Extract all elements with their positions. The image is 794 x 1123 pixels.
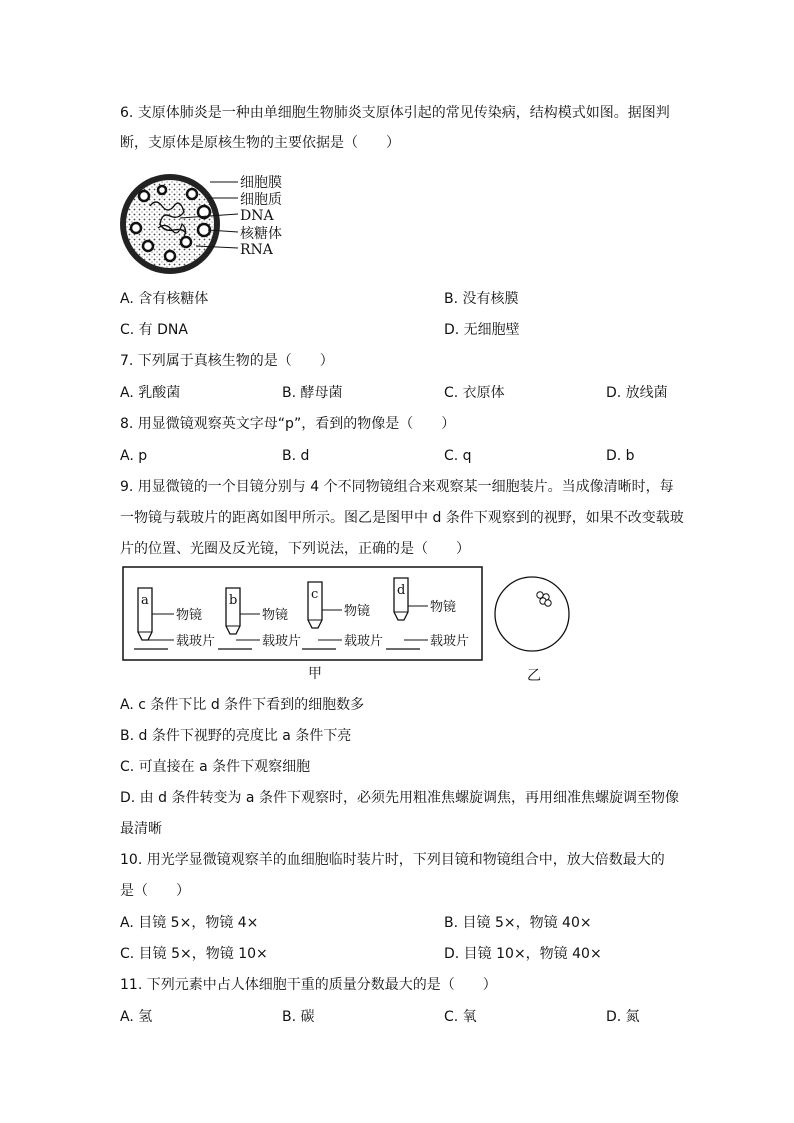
- q10-option-b: B. 目镜 5×，物镜 40×: [444, 915, 592, 931]
- q9-stem-line2: 一物镜与载玻片的距离如图甲所示。图乙是图甲中 d 条件下观察到的视野，如果不改变载玻: [120, 510, 684, 526]
- q9-option-c: C. 可直接在 a 条件下观察细胞: [120, 759, 311, 775]
- caption-jia: 甲: [308, 666, 322, 682]
- q8-option-c: C. q: [444, 448, 472, 464]
- q9-option-b: B. d 条件下视野的亮度比 a 条件下亮: [120, 728, 352, 744]
- label-dna: DNA: [240, 208, 274, 224]
- svg-text:c: c: [311, 587, 319, 602]
- q6-option-c: C. 有 DNA: [120, 322, 188, 338]
- label-rna: RNA: [240, 242, 273, 258]
- q6-stem-line2: 断，支原体是原核生物的主要依据是（ ）: [120, 135, 400, 151]
- q7-option-a: A. 乳酸菌: [120, 385, 181, 401]
- q11-option-a: A. 氢: [120, 1009, 153, 1025]
- field-of-view-figure-yi: [492, 574, 572, 654]
- q10-stem-line1: 10. 用光学显微镜观察羊的血细胞临时装片时，下列目镜和物镜组合中，放大倍数最大的: [120, 852, 665, 868]
- svg-text:d: d: [397, 583, 406, 598]
- q6-option-d: D. 无细胞壁: [444, 322, 520, 338]
- objective-c-label: 物镜: [344, 604, 371, 619]
- q9-stem-line1: 9. 用显微镜的一个目镜分别与 4 个不同物镜组合来观察某一细胞装片。当成像清晰时，每: [120, 479, 674, 495]
- q8-option-b: B. d: [282, 448, 310, 464]
- q7-option-b: B. 酵母菌: [282, 385, 343, 401]
- q7-option-d: D. 放线菌: [606, 385, 668, 401]
- q7-stem: 7. 下列属于真核生物的是（ ）: [120, 353, 334, 369]
- svg-text:b: b: [229, 593, 238, 608]
- q10-stem-line2: 是（ ）: [120, 883, 190, 899]
- label-cytoplasm: 细胞质: [240, 192, 282, 208]
- svg-text:a: a: [141, 593, 149, 608]
- q10-option-d: D. 目镜 10×，物镜 40×: [444, 946, 602, 962]
- label-ribosome: 核糖体: [240, 226, 282, 242]
- slide-a-label: 载玻片: [176, 634, 216, 649]
- q11-stem: 11. 下列元素中占人体细胞干重的质量分数最大的是（ ）: [120, 977, 497, 993]
- microscope-objectives-figure-jia: [122, 566, 484, 662]
- q9-option-d-cont: 最清晰: [120, 821, 162, 837]
- slide-c-label: 载玻片: [344, 634, 384, 649]
- q9-option-d: D. 由 d 条件转变为 a 条件下观察时，必须先用粗准焦螺旋调焦，再用细准焦螺旋调至物像: [120, 790, 679, 806]
- q11-option-c: C. 氧: [444, 1009, 477, 1025]
- objective-d-label: 物镜: [430, 600, 457, 615]
- q10-option-c: C. 目镜 5×，物镜 10×: [120, 946, 268, 962]
- field-of-view: [495, 577, 569, 651]
- q9-option-a: A. c 条件下比 d 条件下看到的细胞数多: [120, 697, 365, 713]
- q11-option-b: B. 碳: [282, 1009, 315, 1025]
- q10-option-a: A. 目镜 5×，物镜 4×: [120, 915, 259, 931]
- q11-option-d: D. 氮: [606, 1009, 640, 1025]
- q9-stem-line3: 片的位置、光圈及反光镜，下列说法，正确的是（ ）: [120, 541, 470, 557]
- q6-option-b: B. 没有核膜: [444, 291, 519, 307]
- q6-stem-line1: 6. 支原体肺炎是一种由单细胞生物肺炎支原体引起的常见传染病，结构模式如图。据图判: [120, 105, 670, 121]
- q8-option-d: D. b: [606, 448, 635, 464]
- label-cell-membrane: 细胞膜: [240, 175, 282, 191]
- q8-stem: 8. 用显微镜观察英文字母“p”，看到的物像是（ ）: [120, 416, 456, 432]
- objective-a-label: 物镜: [176, 608, 203, 623]
- slide-d-label: 载玻片: [430, 634, 470, 649]
- q6-option-a: A. 含有核糖体: [120, 291, 209, 307]
- mycoplasma-structure-figure: [118, 168, 298, 280]
- objective-b-label: 物镜: [262, 608, 289, 623]
- q8-option-a: A. p: [120, 448, 148, 464]
- caption-yi: 乙: [527, 668, 541, 684]
- slide-b-label: 载玻片: [262, 634, 302, 649]
- q7-option-c: C. 衣原体: [444, 385, 505, 401]
